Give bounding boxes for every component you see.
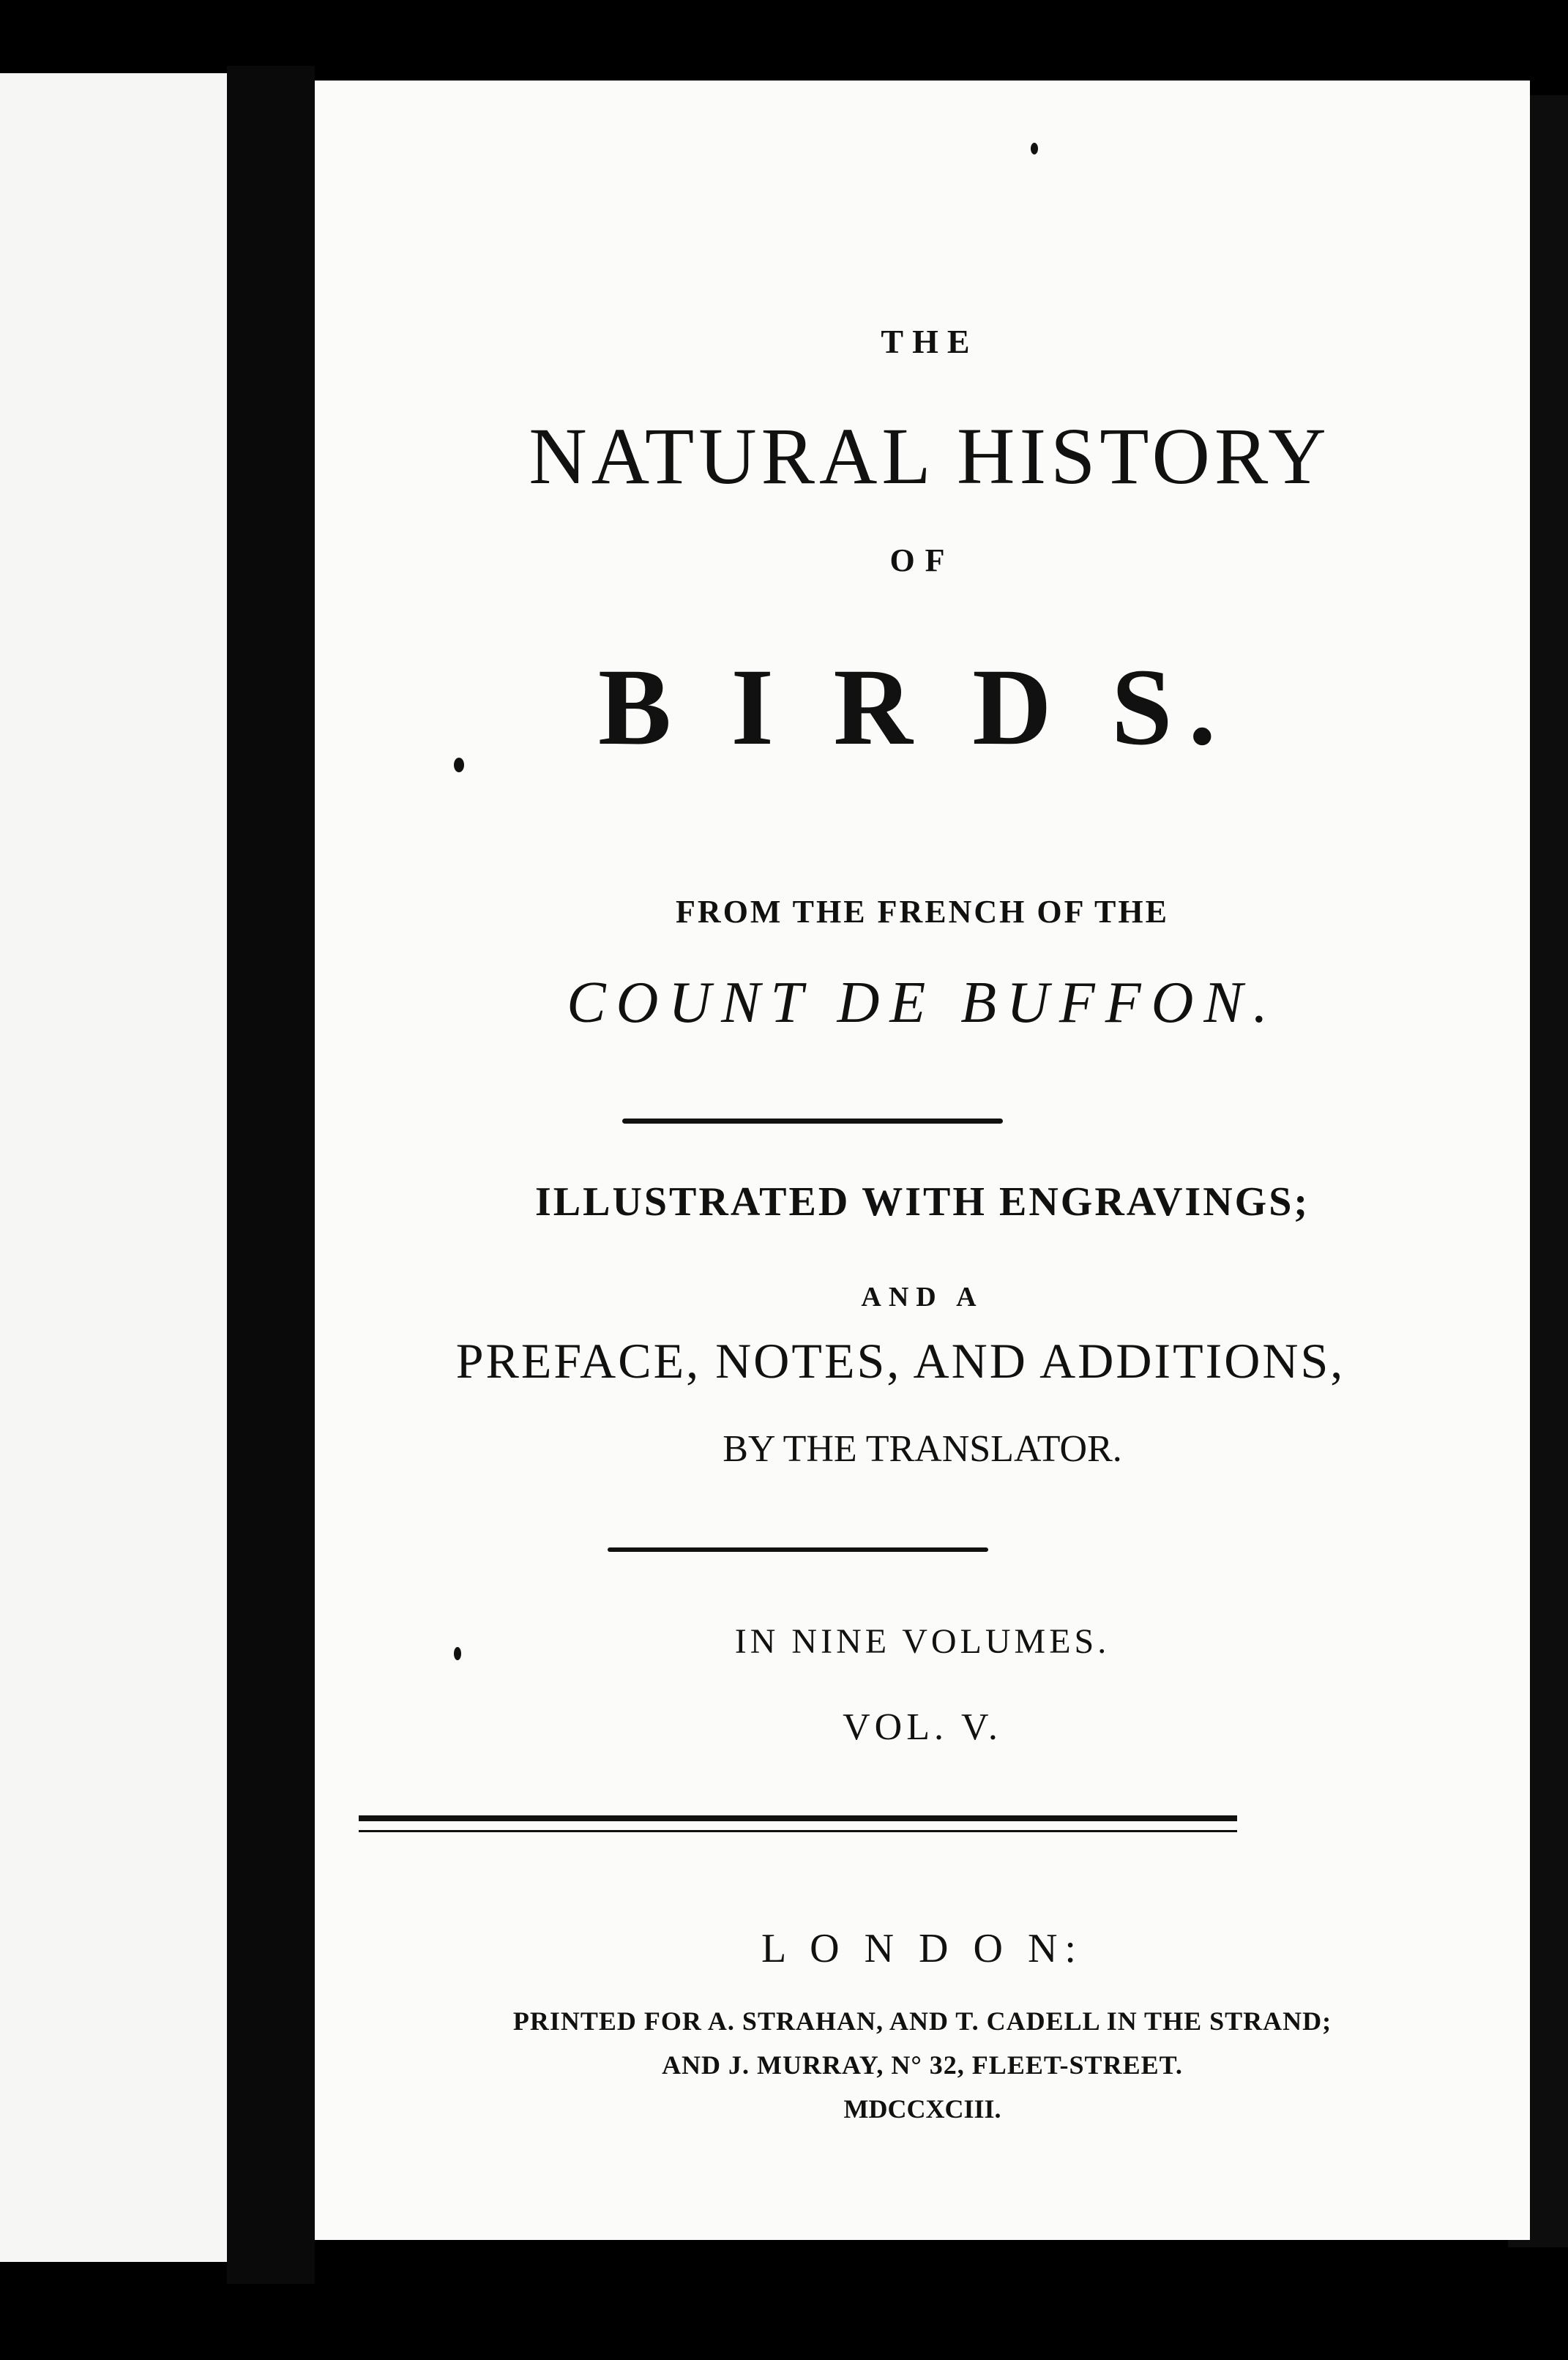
- ink-speck: [1031, 143, 1038, 154]
- volumes-line: IN NINE VOLUMES.: [734, 1622, 1110, 1661]
- translator-line: BY THE TRANSLATOR.: [723, 1428, 1122, 1470]
- and-a-line: AND A: [861, 1282, 984, 1312]
- double-rule-top: [359, 1815, 1237, 1821]
- ink-speck: [454, 1647, 461, 1660]
- ink-speck: [454, 758, 464, 772]
- subtitle-from-french: FROM THE FRENCH OF THE: [676, 894, 1169, 930]
- author-name: COUNT DE BUFFON.: [567, 971, 1278, 1035]
- imprint-date: MDCCXCIII.: [843, 2094, 1001, 2124]
- title-natural-history: NATURAL HISTORY: [529, 411, 1331, 501]
- illustrated-line: ILLUSTRATED WITH ENGRAVINGS;: [534, 1179, 1310, 1225]
- title-page: [315, 81, 1530, 2240]
- book-gutter: [227, 66, 315, 2284]
- facing-page: [0, 73, 227, 2262]
- volume-number: VOL. V.: [843, 1706, 1002, 1748]
- imprint-printers-1: PRINTED FOR A. STRAHAN, AND T. CADELL IN THE STRAND;: [512, 2006, 1332, 2036]
- preface-line: PREFACE, NOTES, AND ADDITIONS,: [455, 1333, 1345, 1389]
- imprint-city: L O N D O N:: [761, 1926, 1083, 1971]
- divider-rule-2: [608, 1547, 988, 1552]
- imprint-printers-2: AND J. MURRAY, N° 32, FLEET-STREET.: [662, 2050, 1183, 2080]
- title-the: THE: [881, 323, 979, 360]
- title-birds: B I R D S.: [598, 646, 1232, 768]
- divider-rule-1: [622, 1119, 1003, 1124]
- double-rule-bottom: [359, 1830, 1237, 1832]
- title-of: OF: [889, 542, 955, 578]
